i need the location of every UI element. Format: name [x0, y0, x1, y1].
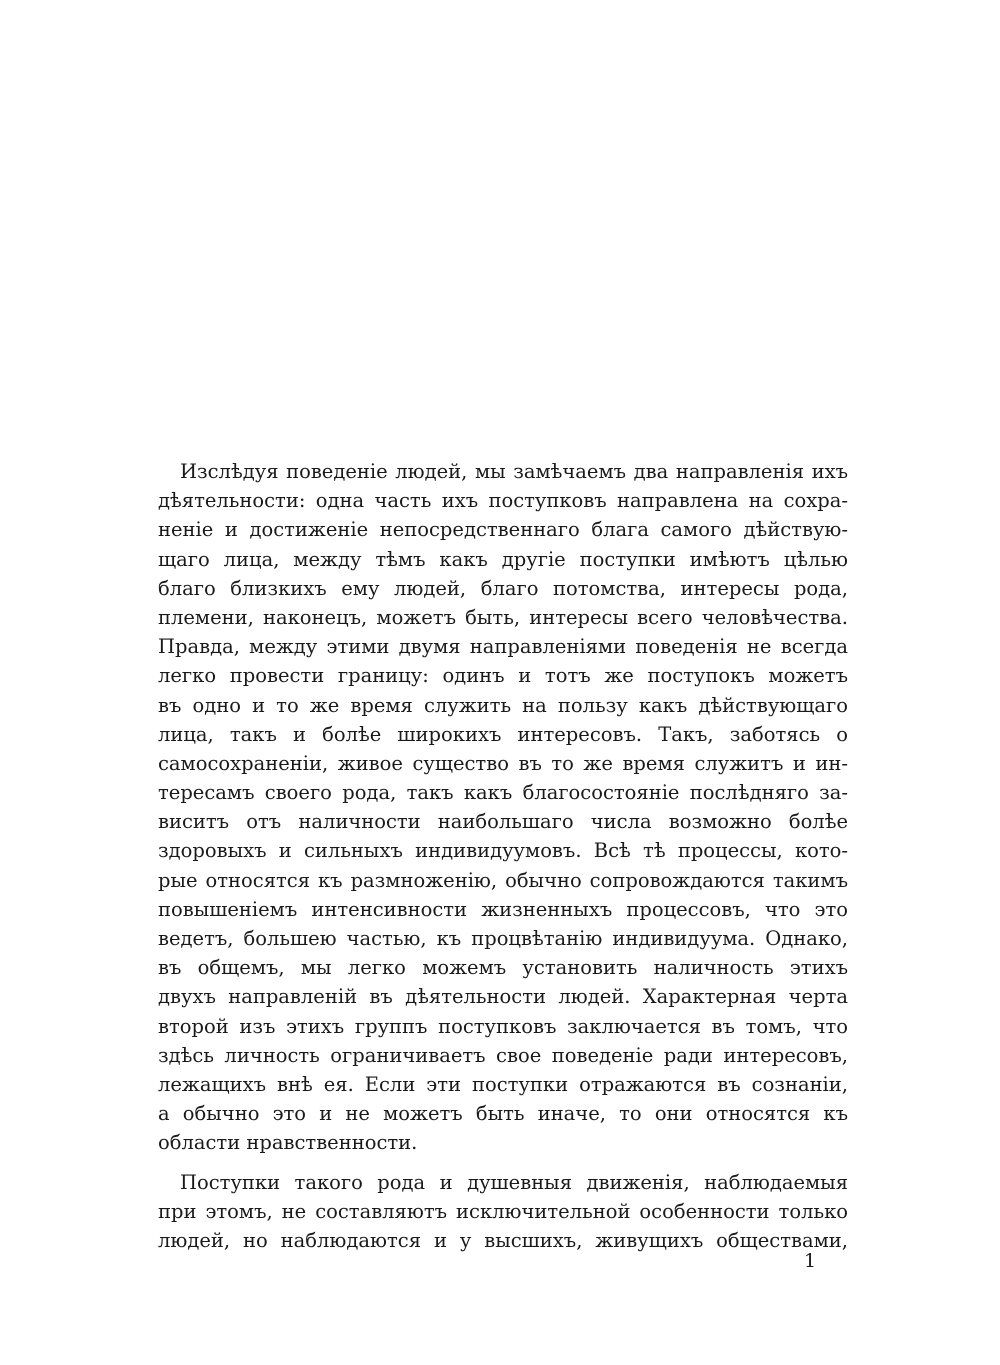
- text-line: при этомъ, не составляютъ исключительной особенности только: [158, 1199, 848, 1223]
- text-line: людей, но наблюдаются и у высшихъ, живущихъ обществами,: [158, 1228, 848, 1252]
- text-line: тересамъ своего рода, такъ какъ благосостояніе послѣдняго за-: [158, 781, 848, 805]
- text-line: здоровыхъ и сильныхъ индивидуумовъ. Всѣ тѣ процессы, кото-: [158, 839, 848, 863]
- text-line: легко провести границу: одинъ и тотъ же поступокъ можетъ: [158, 664, 848, 688]
- paragraph: [158, 1168, 848, 1256]
- text-line: рые относятся къ размноженію, обычно сопровождаются такимъ: [158, 868, 848, 892]
- text-line: а обычно это и не можетъ быть иначе, то они относятся къ: [158, 1102, 848, 1126]
- text-line: въ общемъ, мы легко можемъ установить наличность этихъ: [158, 956, 848, 980]
- text-line: Изслѣдуя поведеніе людей, мы замѣчаемъ два направленія ихъ: [180, 460, 848, 483]
- text-line: Поступки такого рода и душевныя движенія, наблюдаемыя: [180, 1170, 848, 1194]
- text-line: щаго лица, между тѣмъ какъ другіе поступки имѣютъ цѣлью: [158, 547, 848, 571]
- text-line: самосохраненіи, живое существо въ то же время служитъ и ин-: [158, 751, 848, 775]
- text-line: дѣятельности: одна часть ихъ поступковъ направлена на сохра-: [158, 489, 848, 513]
- text-line: Правда, между этими двумя направленіями поведенія не всегда: [158, 635, 848, 659]
- text-line: двухъ направленій въ дѣятельности людей. Характерная черта: [158, 985, 848, 1009]
- text-line: области нравственности.: [158, 1131, 418, 1155]
- text-line: лица, такъ и болѣе широкихъ интересовъ. Такъ, заботясь о: [158, 722, 848, 746]
- text-line: благо близкихъ ему людей, благо потомства, интересы рода,: [158, 576, 848, 600]
- text-line: неніе и достиженіе непосредственнаго блага самого дѣйствую-: [158, 518, 848, 542]
- text-line: въ одно и то же время служить на пользу какъ дѣйствующаго: [158, 693, 848, 717]
- text-line: здѣсь личность ограничиваетъ свое поведеніе ради интересовъ,: [158, 1043, 848, 1067]
- text-line: племени, наконецъ, можетъ быть, интересы всего человѣчества.: [158, 605, 848, 629]
- text-line: второй изъ этихъ группъ поступковъ заключается въ томъ, что: [158, 1014, 848, 1038]
- text-line: виситъ отъ наличности наибольшаго числа возможно болѣе: [158, 810, 848, 834]
- body-text: [158, 457, 848, 1255]
- text-line: повышеніемъ интенсивности жизненныхъ процессовъ, что это: [158, 897, 848, 921]
- text-line: лежащихъ внѣ ея. Если эти поступки отражаются въ сознаніи,: [158, 1072, 848, 1096]
- page-number: 1: [804, 1250, 817, 1272]
- paragraph: [158, 457, 848, 1158]
- text-line: ведетъ, большею частью, къ процвѣтанію индивидуума. Однако,: [158, 927, 848, 950]
- paragraph-gap: [158, 1158, 848, 1168]
